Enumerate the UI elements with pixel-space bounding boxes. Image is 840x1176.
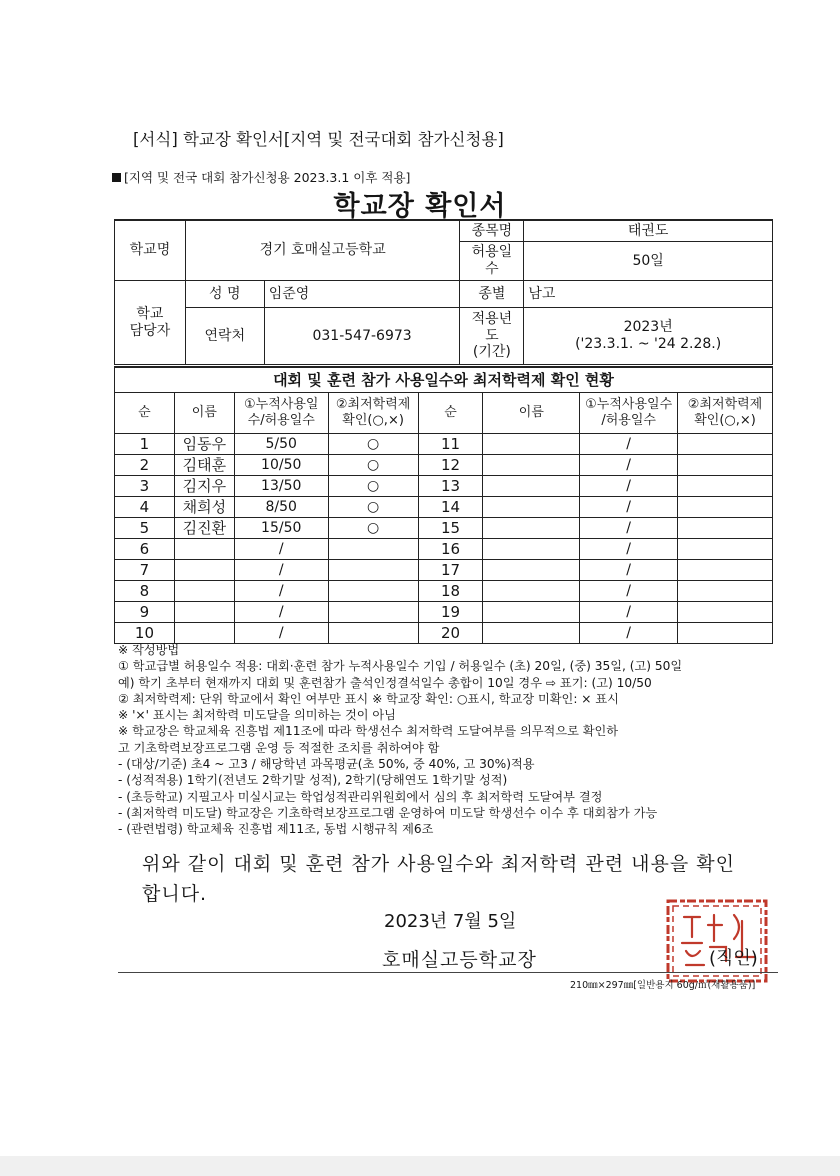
year-label <box>460 308 524 365</box>
row-no: 6 <box>115 539 175 560</box>
row-check: ○ <box>328 518 418 539</box>
table-row <box>115 539 773 560</box>
allowed-days-label <box>460 242 524 281</box>
event-value: 태권도 <box>524 220 773 242</box>
table-row <box>115 602 773 623</box>
allowed-days-label-2: 수 <box>485 261 499 277</box>
row-days: / <box>580 518 678 539</box>
row-days: / <box>234 560 328 581</box>
document-title: 학교장 확인서 <box>333 191 507 222</box>
row-days: / <box>580 602 678 623</box>
col-days-right <box>580 393 678 434</box>
row-check <box>678 434 773 455</box>
row-days: / <box>580 539 678 560</box>
gender-label: 종별 <box>460 281 524 308</box>
row-days: 10/50 <box>234 455 328 476</box>
row-name <box>483 560 580 581</box>
allowed-days-label-1: 허용일 <box>471 244 513 261</box>
col-days-right-1: ①누적사용일수 <box>585 397 673 413</box>
subtitle-text: [지역 및 전국 대회 참가신청용 2023.3.1 이후 적용] <box>124 170 411 185</box>
row-days: / <box>580 560 678 581</box>
col-check-left <box>328 393 418 434</box>
note-line: ※ '×' 표시는 최저학력 미도달을 의미하는 것이 아님 <box>118 708 396 723</box>
name-value: 임준영 <box>264 281 460 308</box>
note-line: - (최저학력 미도달) 학교장은 기초학력보장프로그램 운영하여 미도달 학생선수 이수 후 대회참가 가능 <box>118 805 658 820</box>
event-label: 종목명 <box>460 220 524 242</box>
year-label-3: (기간) <box>472 344 511 361</box>
seal-label: (직인) <box>709 948 758 969</box>
row-no: 5 <box>115 518 175 539</box>
row-name <box>174 581 234 602</box>
instructions <box>118 642 682 838</box>
note-line: - (초등학교) 지필고사 미실시교는 학업성적관리위원회에서 심의 후 최저학력 도달여부 결정 <box>118 789 603 804</box>
status-table <box>114 366 773 644</box>
row-days: 15/50 <box>234 518 328 539</box>
note-line: - (대상/기준) 초4 ~ 고3 / 해당학년 과목평균(초 50%, 중 40%, 고 30%)적용 <box>118 757 535 772</box>
row-name <box>483 497 580 518</box>
row-check <box>678 476 773 497</box>
row-check: ○ <box>328 476 418 497</box>
row-days: / <box>580 497 678 518</box>
row-no: 10 <box>115 623 175 644</box>
col-no-left: 순 <box>115 393 175 434</box>
row-name <box>483 623 580 644</box>
gender-value: 남고 <box>524 281 773 308</box>
row-name <box>174 560 234 581</box>
row-days: / <box>580 581 678 602</box>
year-label-2: 도 <box>485 327 499 344</box>
contact-value: 031-547-6973 <box>264 308 460 365</box>
name-label: 성 명 <box>185 281 264 308</box>
year-value <box>524 308 773 365</box>
info-table <box>114 219 773 365</box>
row-days: 13/50 <box>234 476 328 497</box>
row-no: 2 <box>115 455 175 476</box>
row-name <box>483 602 580 623</box>
row-check <box>678 623 773 644</box>
contact-label: 연락처 <box>185 308 264 365</box>
row-days: / <box>234 623 328 644</box>
row-days: / <box>580 623 678 644</box>
col-days-left-2: 수/허용일수 <box>247 413 315 428</box>
form-title: [서식] 학교장 확인서[지역 및 전국대회 참가신청용] <box>133 130 504 149</box>
note-line: 고 기초학력보장프로그램 운영 등 적절한 조치를 취하여야 함 <box>118 740 440 755</box>
row-no: 14 <box>418 497 483 518</box>
row-check <box>678 455 773 476</box>
table-row <box>115 476 773 497</box>
col-check-right-1: ②최저학력제 <box>687 397 763 413</box>
square-bullet-icon <box>112 173 121 182</box>
note-line: ① 학교급별 허용일수 적용: 대회·훈련 참가 누적사용일수 기입 / 허용일수 (초) 20일, (중) 35일, (고) 50일 <box>118 659 683 674</box>
col-name-left: 이름 <box>174 393 234 434</box>
note-line: ※ 작성방법 <box>118 643 180 657</box>
row-name <box>483 455 580 476</box>
table-row <box>115 623 773 644</box>
row-check <box>678 581 773 602</box>
row-check: ○ <box>328 434 418 455</box>
row-check: ○ <box>328 497 418 518</box>
school-value: 경기 호매실고등학교 <box>185 220 460 281</box>
note-line: - (성적적용) 1학기(전년도 2학기말 성적), 2학기(당해연도 1학기말 성적) <box>118 773 508 788</box>
teacher-label-1: 학교 <box>136 305 164 322</box>
year-text: 2023년 <box>623 319 673 336</box>
row-no: 12 <box>418 455 483 476</box>
row-check <box>328 602 418 623</box>
row-days: / <box>580 434 678 455</box>
row-no: 18 <box>418 581 483 602</box>
row-no: 17 <box>418 560 483 581</box>
row-no: 11 <box>418 434 483 455</box>
col-check-left-1: ②최저학력제 <box>335 397 411 413</box>
row-days: / <box>234 581 328 602</box>
row-name <box>174 539 234 560</box>
row-name <box>483 434 580 455</box>
row-check <box>678 518 773 539</box>
row-name: 김태훈 <box>174 455 234 476</box>
note-line: ② 최저학력제: 단위 학교에서 확인 여부만 표시 ※ 학교장 확인: ○표시, 학교장 미확인: × 표시 <box>118 691 619 706</box>
row-no: 7 <box>115 560 175 581</box>
row-check <box>678 497 773 518</box>
closing-line-1: 위와 같이 대회 및 훈련 참가 사용일수와 최저학력 관련 내용을 확인 <box>142 853 735 875</box>
col-check-right-2: 확인(○,×) <box>694 413 756 428</box>
row-name <box>483 539 580 560</box>
table-row <box>115 497 773 518</box>
note-line: ※ 학교장은 학교체육 진흥법 제11조에 따라 학생선수 최저학력 도달여부를 의무적으로 확인하 <box>118 724 619 739</box>
row-name <box>483 518 580 539</box>
bottom-strip <box>0 1156 840 1176</box>
note-line: 예) 학기 초부터 현재까지 대회 및 훈련참가 출석인정결석일수 총합이 10일 경우 ⇨ 표기: (고) 10/50 <box>118 675 652 690</box>
col-days-right-2: /허용일수 <box>601 413 656 428</box>
row-name <box>483 581 580 602</box>
row-no: 4 <box>115 497 175 518</box>
closing-line-2: 합니다. <box>142 883 208 905</box>
row-days: / <box>580 455 678 476</box>
year-label-1: 적용년 <box>471 310 513 327</box>
row-check <box>328 560 418 581</box>
allowed-days-value: 50일 <box>524 242 773 281</box>
paper-spec: 210㎜×297㎜[일반용지 60g/㎡(재활용품)] <box>570 980 756 991</box>
status-caption: 대회 및 훈련 참가 사용일수와 최저학력제 확인 현황 <box>115 367 773 393</box>
closing-statement <box>142 849 735 909</box>
col-check-right <box>678 393 773 434</box>
row-check <box>328 623 418 644</box>
col-check-left-2: 확인(○,×) <box>342 413 404 428</box>
row-days: / <box>580 476 678 497</box>
table-row <box>115 560 773 581</box>
teacher-label-2: 담당자 <box>129 322 171 339</box>
row-name: 임동우 <box>174 434 234 455</box>
row-no: 1 <box>115 434 175 455</box>
footer-divider <box>118 972 778 973</box>
row-check <box>678 539 773 560</box>
table-row <box>115 581 773 602</box>
row-name: 채희성 <box>174 497 234 518</box>
row-no: 16 <box>418 539 483 560</box>
row-no: 9 <box>115 602 175 623</box>
col-days-left-1: ①누적사용일 <box>244 397 319 413</box>
row-days: 5/50 <box>234 434 328 455</box>
official-seal-icon <box>664 895 772 987</box>
row-no: 19 <box>418 602 483 623</box>
row-no: 8 <box>115 581 175 602</box>
row-name <box>174 623 234 644</box>
table-row <box>115 518 773 539</box>
row-name <box>174 602 234 623</box>
row-no: 13 <box>418 476 483 497</box>
period-text: ('23.3.1. ~ '24 2.28.) <box>575 336 722 352</box>
row-name <box>483 476 580 497</box>
row-check <box>328 539 418 560</box>
table-row <box>115 434 773 455</box>
row-no: 15 <box>418 518 483 539</box>
signature-date: 2023년 7월 5일 <box>384 911 517 932</box>
col-no-right: 순 <box>418 393 483 434</box>
row-days: / <box>234 602 328 623</box>
row-check <box>678 602 773 623</box>
row-no: 20 <box>418 623 483 644</box>
row-check: ○ <box>328 455 418 476</box>
row-no: 3 <box>115 476 175 497</box>
note-line: - (관련법령) 학교체육 진흥법 제11조, 동법 시행규칙 제6조 <box>118 822 434 837</box>
row-name: 김진환 <box>174 518 234 539</box>
principal-title: 호매실고등학교장 <box>382 949 537 971</box>
row-check <box>328 581 418 602</box>
table-row <box>115 455 773 476</box>
row-name: 김지우 <box>174 476 234 497</box>
row-check <box>678 560 773 581</box>
row-days: / <box>234 539 328 560</box>
col-days-left <box>234 393 328 434</box>
col-name-right: 이름 <box>483 393 580 434</box>
row-days: 8/50 <box>234 497 328 518</box>
school-label: 학교명 <box>115 220 186 281</box>
teacher-label <box>115 281 186 365</box>
